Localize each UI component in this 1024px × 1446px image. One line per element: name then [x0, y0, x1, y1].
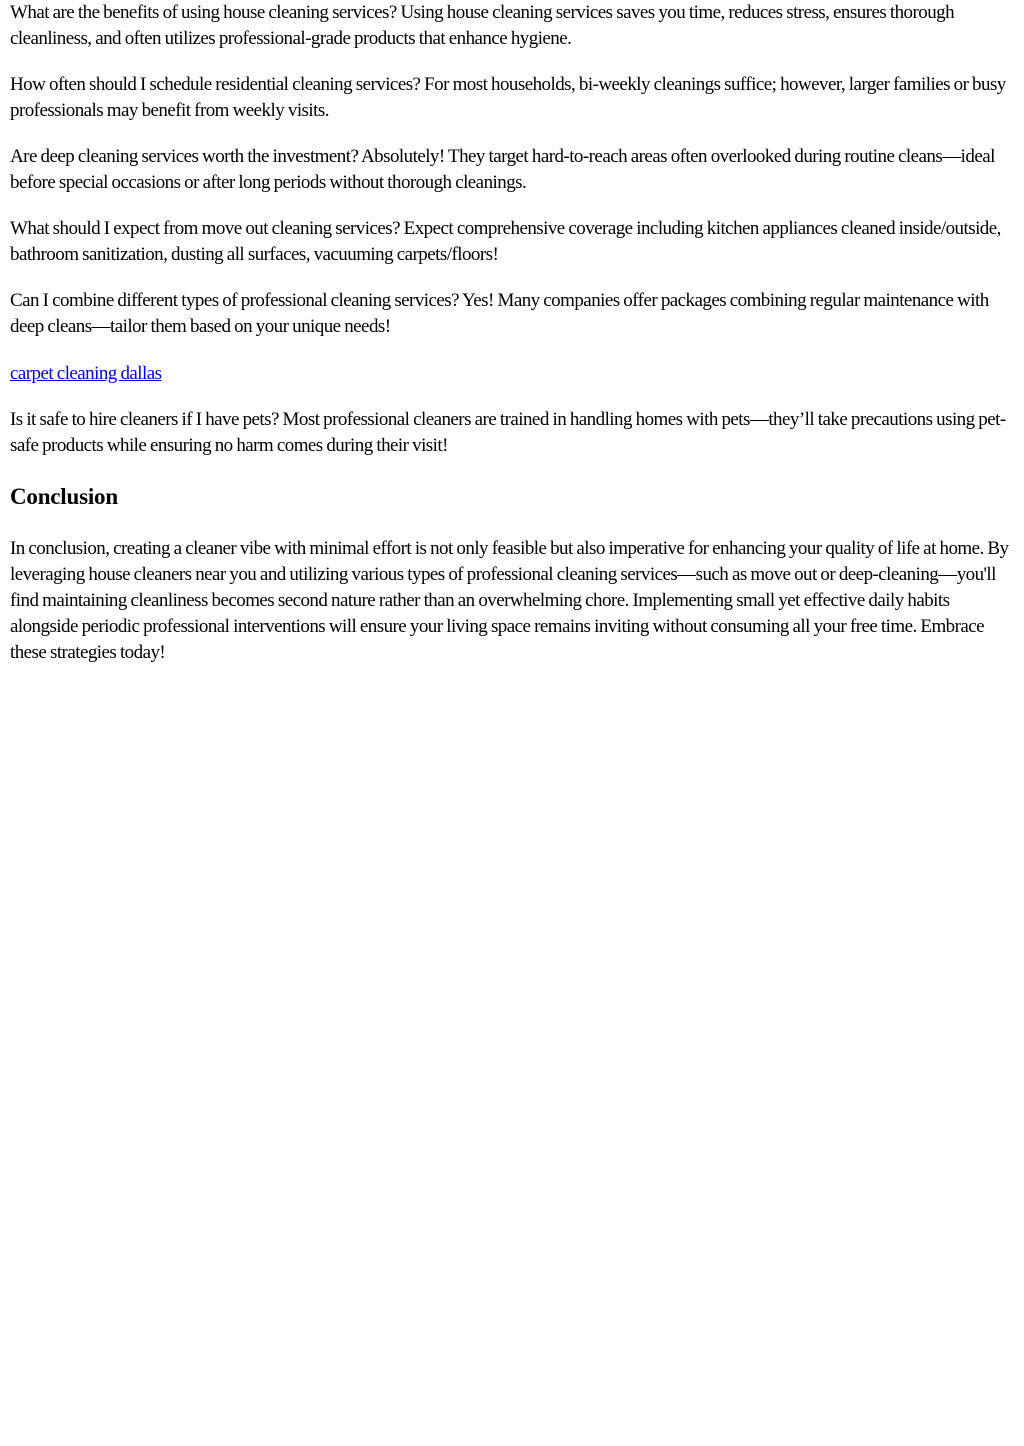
link-paragraph — [10, 361, 1016, 387]
faq-move-out-paragraph: What should I expect from move out cleaning services? Expect comprehensive coverage including kitchen appliances cleaned inside/outside, bathroom sanitization, dusting all surfaces, vacuuming carpets/floors! — [10, 218, 1001, 265]
faq-combine-paragraph: Can I combine different types of professional cleaning services? Yes! Many companies offer packages combining regular maintenance with deep cleans—tailor them based on your unique needs! — [10, 290, 989, 337]
carpet-cleaning-dallas-link[interactable]: carpet cleaning dallas — [10, 363, 162, 384]
conclusion-heading: Conclusion — [10, 484, 118, 509]
faq-deep-cleaning-paragraph: Are deep cleaning services worth the investment? Absolutely! They target hard-to-reach areas often overlooked during routine cleans—ideal before special occasions or after long periods without thorough cleanings. — [10, 146, 995, 193]
faq-schedule-paragraph: How often should I schedule residential cleaning services? For most households, bi-weekly cleanings suffice; however, larger families or busy professionals may benefit from weekly visits. — [10, 74, 1006, 121]
faq-pets-paragraph: Is it safe to hire cleaners if I have pets? Most professional cleaners are trained in handling homes with pets—they’ll take precautions using pet-safe products while ensuring no harm comes during their visit! — [10, 409, 1006, 456]
conclusion-paragraph: In conclusion, creating a cleaner vibe with minimal effort is not only feasible but also imperative for enhancing your quality of life at home. By leveraging house cleaners near you and utilizing various types of professional cleaning services—such as move out or deep-cleaning—you'll find maintaining cleanliness becomes second nature rather than an overwhelming chore. Implementing small yet effective daily habits alongside periodic professional interventions will ensure your living space remains inviting without consuming all your free time. Embrace these strategies today! — [10, 538, 1009, 663]
faq-benefits-paragraph: What are the benefits of using house cleaning services? Using house cleaning services saves you time, reduces stress, ensures thorough cleanliness, and often utilizes professional-grade products that enhance hygiene. — [10, 2, 955, 49]
